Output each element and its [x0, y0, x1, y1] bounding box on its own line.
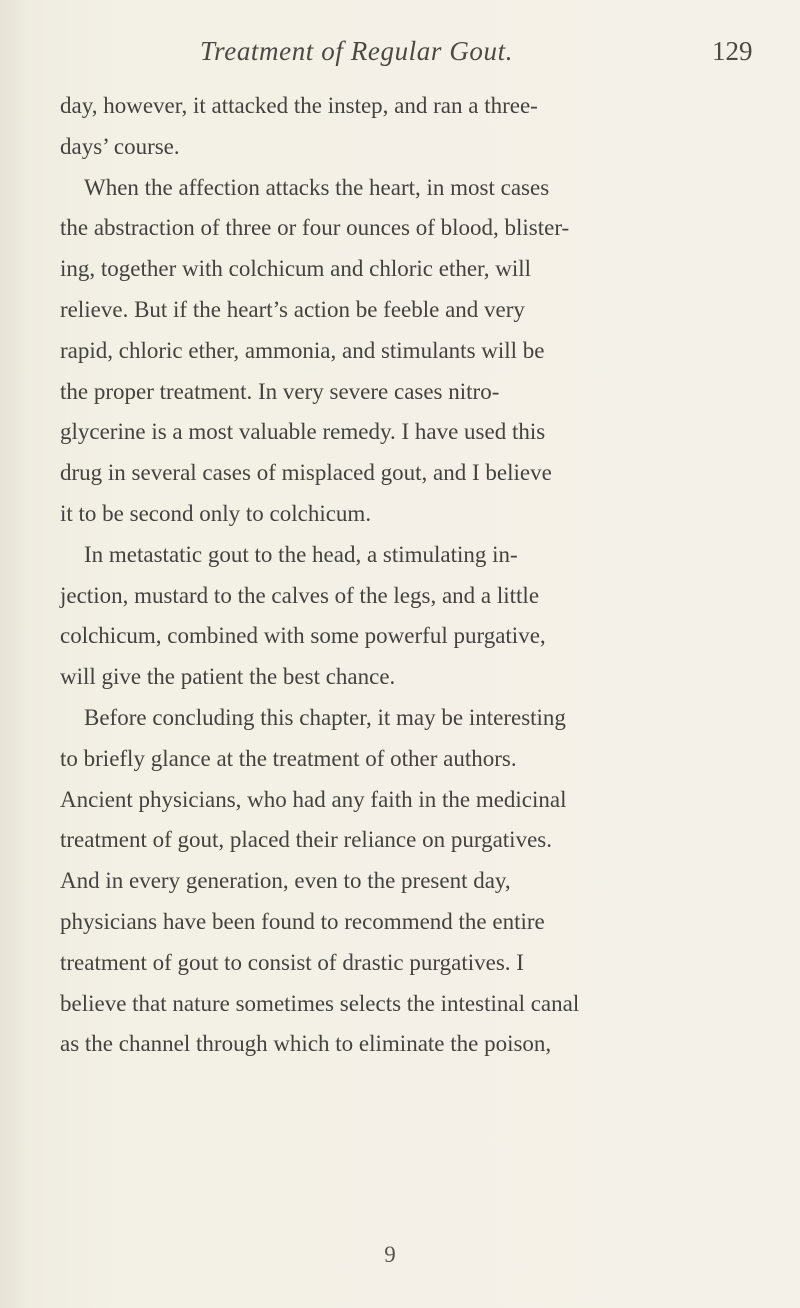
text-line: as the channel through which to eliminate the poison,: [60, 1031, 552, 1057]
signature-number: 9: [384, 1242, 396, 1267]
text-line: colchicum, combined with some powerful purgative,: [60, 623, 546, 649]
running-title: Treatment of Regular Gout.: [200, 36, 514, 66]
text-line: to briefly glance at the treatment of other authors.: [60, 745, 517, 771]
text-line: jection, mustard to the calves of the legs, and a little: [60, 582, 540, 608]
paragraph-start-line: In metastatic gout to the head, a stimulating in-: [84, 541, 518, 567]
text-line: it to be second only to colchicum.: [60, 500, 372, 526]
text-line: believe that nature sometimes selects the intestinal canal: [60, 990, 580, 1016]
page-number: 129: [712, 36, 753, 66]
paragraph-start-line: When the affection attacks the heart, in most cases: [84, 174, 550, 200]
text-line: glycerine is a most valuable remedy. I have used this: [60, 419, 546, 445]
text-line: drug in several cases of misplaced gout, and I believe: [60, 460, 552, 486]
running-head: [0, 36, 800, 86]
text-line: the abstraction of three or four ounces of blood, blister-: [60, 215, 570, 241]
paragraph-start-line: Before concluding this chapter, it may be interesting: [84, 704, 566, 730]
signature-mark: [0, 1242, 800, 1268]
text-line: treatment of gout, placed their reliance on purgatives.: [60, 827, 552, 853]
text-line: day, however, it attacked the instep, and ran a three-: [60, 93, 538, 118]
text-line: Ancient physicians, who had any faith in the medicinal: [60, 786, 567, 812]
text-line: physicians have been found to recommend the entire: [60, 908, 545, 934]
text-line: rapid, chloric ether, ammonia, and stimulants will be: [60, 337, 545, 363]
text-line: will give the patient the best chance.: [60, 664, 396, 690]
body-text: [60, 86, 800, 1065]
text-line: And in every generation, even to the present day,: [60, 868, 511, 894]
text-line: treatment of gout to consist of drastic purgatives. I: [60, 949, 524, 975]
text-line: days’ course.: [60, 133, 180, 159]
text-line: relieve. But if the heart’s action be feeble and very: [60, 296, 525, 322]
text-line: ing, together with colchicum and chloric ether, will: [60, 256, 532, 282]
text-line: the proper treatment. In very severe cases nitro-: [60, 378, 500, 404]
